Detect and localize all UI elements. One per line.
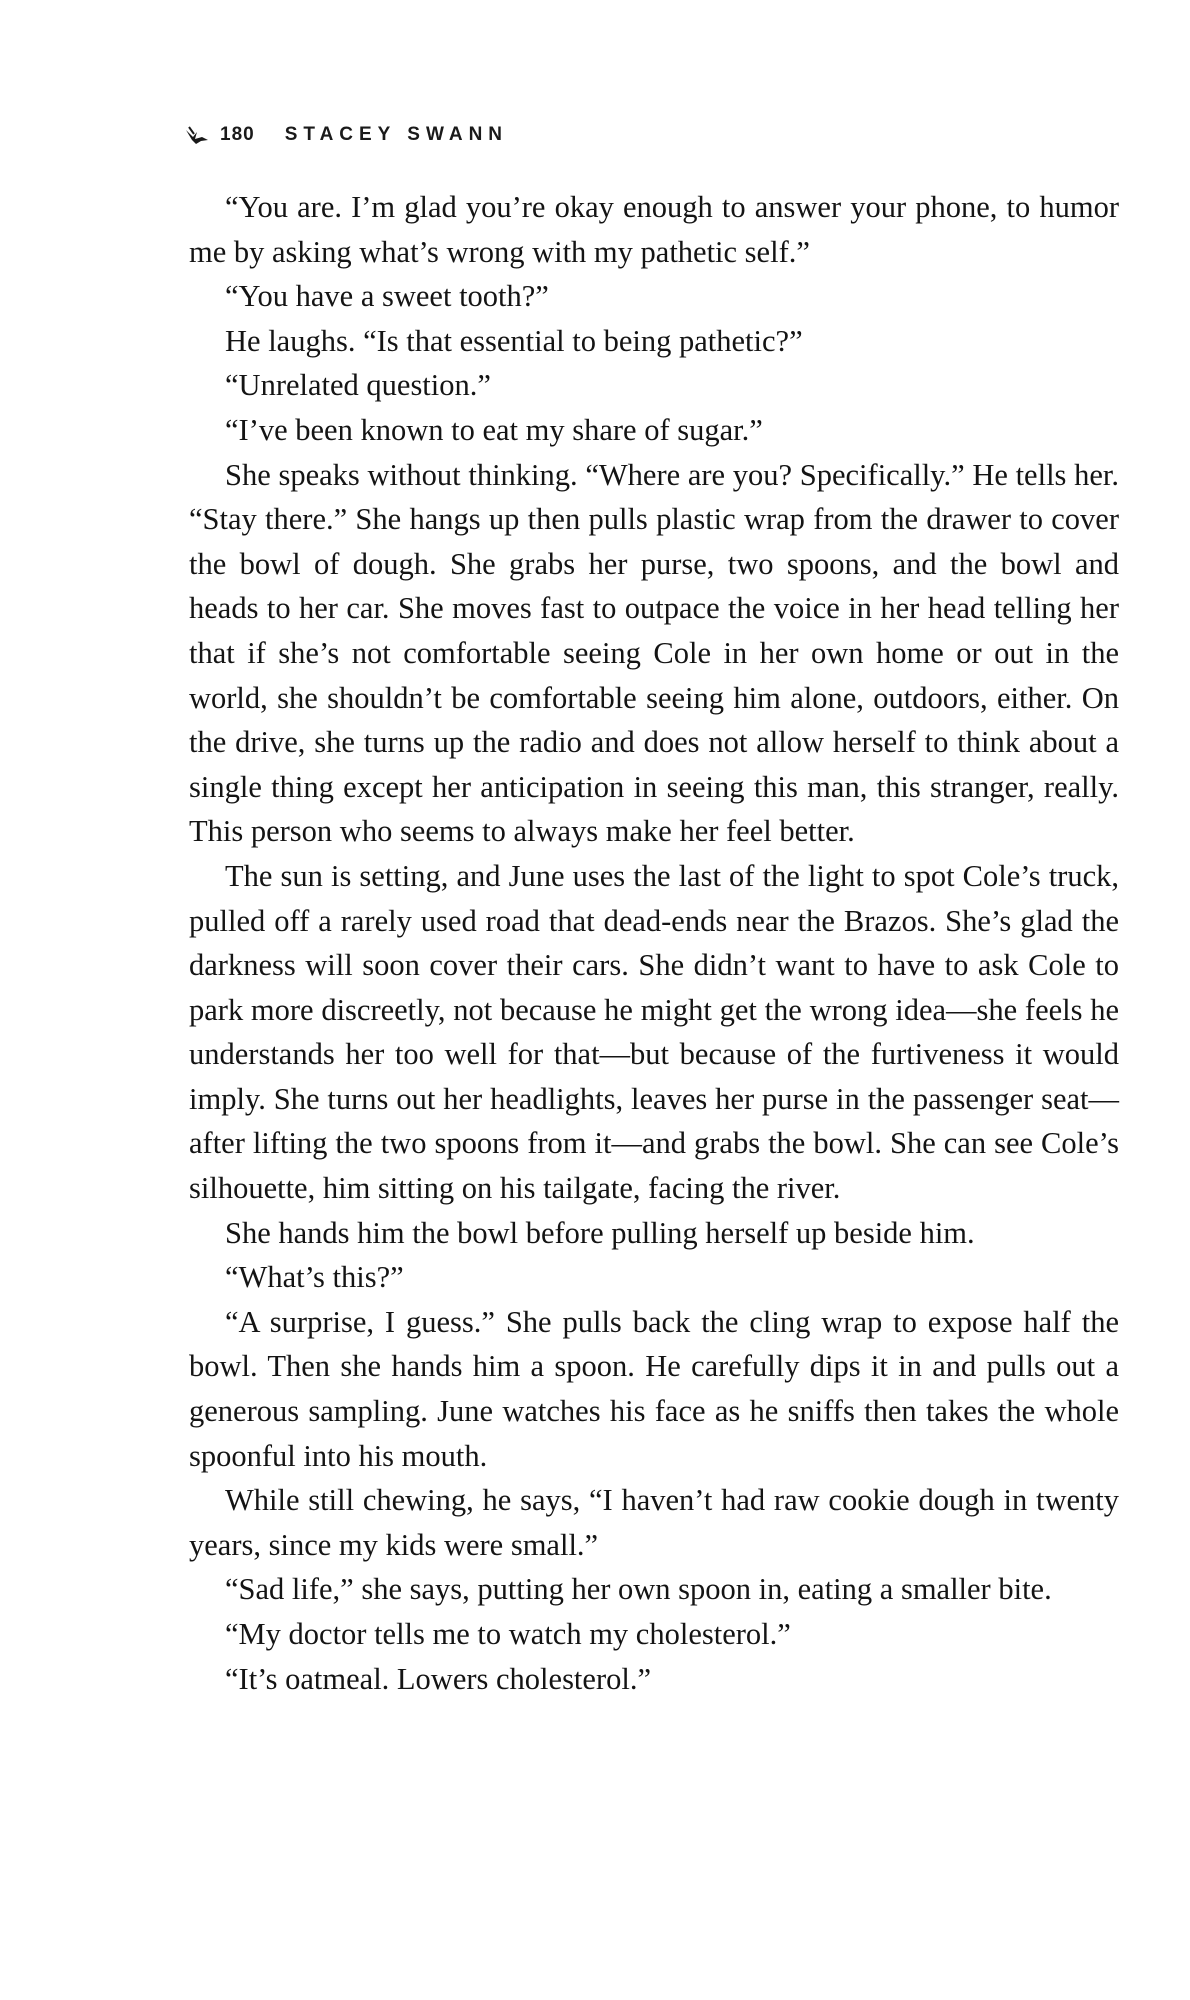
running-head-author: STACEY SWANN xyxy=(284,124,509,145)
paragraph-8: She hands him the bowl before pulling herself up beside him. xyxy=(225,1215,975,1250)
body-text xyxy=(189,185,1119,1701)
paragraph-11: While still chewing, he says, “I haven’t had raw cookie dough in twenty years, since my kids were small.” xyxy=(189,1483,1119,1562)
paragraph-2: “You have a sweet tooth?” xyxy=(225,279,549,314)
paragraph-4: “Unrelated question.” xyxy=(225,368,491,403)
bird-ornament-icon xyxy=(184,124,210,146)
paragraph-6: She speaks without thinking. “Where are you? Specifically.” He tells her. “Stay there.” She hangs up then pulls plastic wrap from the drawer to cover the bowl of dough. She grabs her purse, two spoons, and the bowl and heads to her car. She moves fast to outpace the voice in her head telling her that if she’s not comfortable seeing Cole in her own home or out in the world, she shouldn’t be comfortable seeing him alone, outdoors, either. On the drive, she turns up the radio and does not allow herself to think about a single thing except her anticipation in seeing this man, this stranger, really. This person who seems to always make her feel better. xyxy=(189,457,1119,849)
paragraph-14: “It’s oatmeal. Lowers cholesterol.” xyxy=(225,1661,651,1696)
paragraph-10: “A surprise, I guess.” She pulls back the cling wrap to expose half the bowl. Then she hands him a spoon. He carefully dips it in and pulls out a generous sampling. June watches his face as he sniffs then takes the whole spoonful into his mouth. xyxy=(189,1304,1119,1473)
paragraph-3: He laughs. “Is that essential to being pathetic?” xyxy=(225,323,803,358)
paragraph-9: “What’s this?” xyxy=(225,1260,404,1295)
paragraph-12: “Sad life,” she says, putting her own spoon in, eating a smaller bite. xyxy=(225,1572,1052,1607)
paragraph-7: The sun is setting, and June uses the last of the light to spot Cole’s truck, pulled off a rarely used road that dead-ends near the Brazos. She’s glad the darkness will soon cover their cars. She didn’t want to have to ask Cole to park more discreetly, not because he might get the wrong idea—she feels he understands her too well for that—but because of the furtiveness it would imply. She turns out her headlights, leaves her purse in the passenger seat—after lifting the two spoons from it—and grabs the bowl. She can see Cole’s silhouette, him sitting on his tailgate, facing the river. xyxy=(189,858,1119,1206)
page-number: 180 xyxy=(220,124,255,145)
paragraph-13: “My doctor tells me to watch my cholesterol.” xyxy=(225,1617,791,1651)
paragraph-5: “I’ve been known to eat my share of sugar.” xyxy=(225,412,763,447)
paragraph-1: “You are. I’m glad you’re okay enough to answer your phone, to humor me by asking what’s wrong with my pathetic self.” xyxy=(189,190,1119,269)
running-header xyxy=(184,120,508,150)
